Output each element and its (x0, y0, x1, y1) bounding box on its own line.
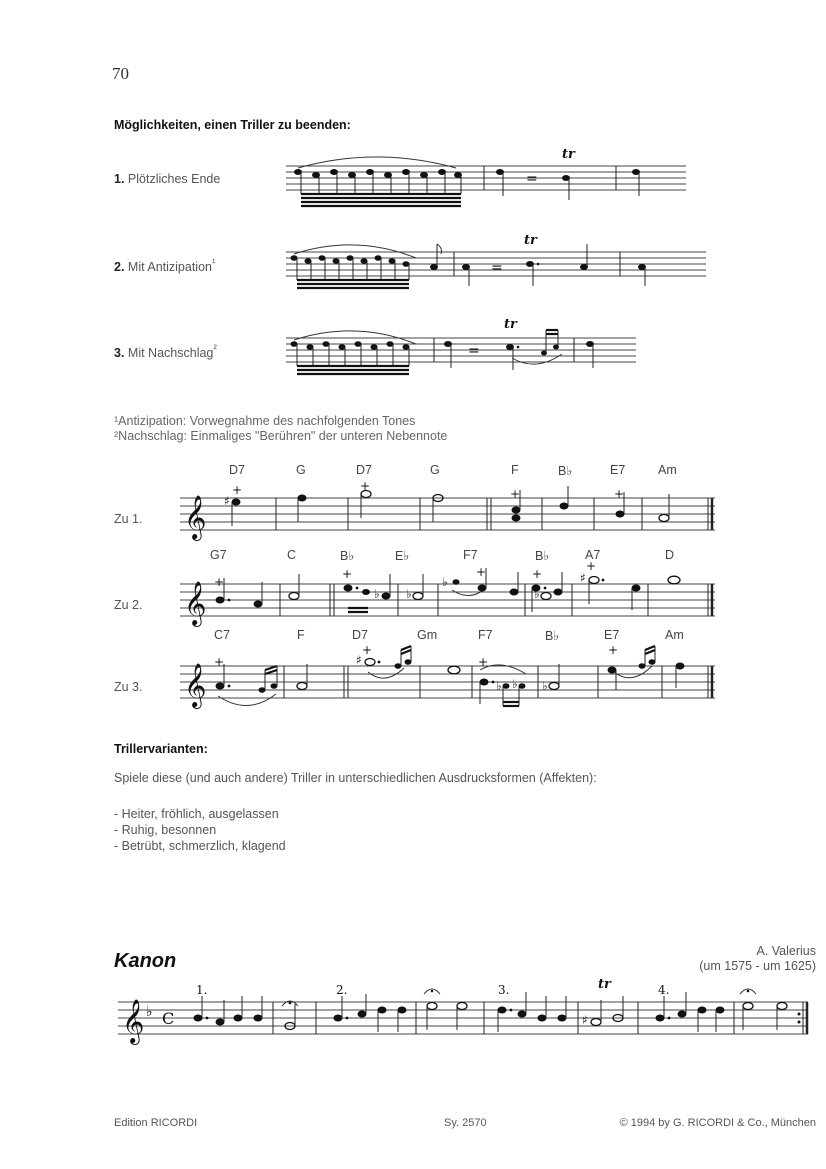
chord-symbol: C (287, 548, 297, 562)
treble-clef: 𝄞 (184, 495, 207, 539)
section-heading-trill-endings: Möglichkeiten, einen Triller zu beenden: (114, 118, 351, 132)
chord-symbol: F (297, 628, 305, 642)
example-number: 3. (114, 346, 125, 361)
example-text: Mit Nachschlag (127, 346, 214, 361)
chord-symbol: D7 (356, 463, 372, 477)
chord-symbol: G7 (210, 548, 227, 562)
chord-symbol: G (430, 463, 440, 477)
chord-symbol: D7 (229, 463, 245, 477)
svg-text:♭: ♭ (542, 679, 548, 693)
footer-copyright: © 1994 by G. RICORDI & Co., München (619, 1117, 816, 1129)
chord-symbol: F (511, 463, 519, 477)
time-signature: C (162, 1009, 175, 1028)
list-item: - Betrübt, schmerzlich, klagend (114, 839, 286, 853)
key-signature-flat: ♭ (146, 1004, 153, 1020)
footnotes (114, 414, 447, 444)
music-staff-example-3 (286, 317, 636, 382)
chord-symbol: E7 (604, 628, 620, 642)
chord-symbol: F7 (478, 628, 493, 642)
trill-mark: tr (598, 977, 611, 992)
composer-dates: (um 1575 - um 1625) (699, 959, 816, 973)
trill-mark: tr (524, 233, 537, 248)
svg-text:+: + (586, 559, 597, 573)
svg-text:+: + (608, 643, 619, 657)
music-staff-exercise-2 (180, 559, 715, 628)
chord-symbol: Am (658, 463, 677, 477)
page-number: 70 (112, 64, 129, 83)
staff-lines (286, 338, 636, 362)
svg-text:♯: ♯ (224, 494, 230, 508)
chord-symbol: B♭ (340, 549, 355, 563)
svg-text:♯: ♯ (580, 571, 586, 585)
example-text: Mit Antizipation (127, 260, 212, 275)
svg-text:+: + (342, 567, 353, 581)
chord-symbol: C7 (214, 628, 230, 642)
section-heading-trill-variants: Trillervarianten: (114, 742, 208, 756)
example-number: 1. (114, 172, 125, 186)
svg-text:+: + (478, 655, 489, 669)
equals-sign: = (468, 343, 480, 359)
music-staff-example-2 (286, 233, 706, 296)
svg-text:♭: ♭ (534, 587, 540, 601)
trill-mark: tr (562, 147, 575, 162)
chord-symbol: F7 (463, 548, 478, 562)
footnote-2: ²Nachschlag: Einmaliges "Berühren" der unteren Nebennote (114, 429, 448, 443)
staff-lines (286, 166, 686, 190)
svg-text:+: + (532, 567, 543, 581)
footnote-mark: ¹ (212, 258, 216, 269)
chord-symbol: B♭ (535, 549, 550, 563)
trill-notes (291, 255, 410, 288)
svg-text:+: + (476, 565, 487, 579)
canon-entry-2: 2. (336, 983, 348, 997)
chord-symbol: B♭ (545, 629, 560, 643)
staff-lines (118, 1002, 808, 1034)
equals-sign: = (491, 260, 503, 276)
example-label-3 (114, 344, 217, 360)
music-staff-kanon (118, 977, 808, 1052)
music-staff-exercise-3 (180, 643, 715, 720)
chord-symbol: B♭ (558, 464, 573, 478)
footnote-mark: ² (213, 344, 217, 355)
trill-notes (294, 169, 462, 206)
chord-symbol: E7 (610, 463, 626, 477)
kanon-title: Kanon (114, 950, 177, 972)
footnote-1: ¹Antizipation: Vorwegnahme des nachfolgenden Tones (114, 414, 416, 428)
music-staff-example-1 (286, 147, 686, 210)
svg-text:♯: ♯ (582, 1013, 588, 1027)
svg-text:+: + (614, 487, 625, 501)
kanon-composer (699, 944, 816, 974)
example-label-2 (114, 258, 215, 274)
list-item: - Heiter, fröhlich, ausgelassen (114, 807, 279, 821)
trill-cross: + (232, 483, 243, 497)
exercise-label: Zu 3. (114, 680, 143, 694)
example-text: Plötzliches Ende (127, 172, 221, 186)
svg-text:♯: ♯ (356, 653, 362, 667)
example-label-1 (114, 172, 220, 186)
staff-lines (180, 498, 715, 530)
footer-catalog-number: Sy. 2570 (444, 1117, 487, 1129)
trill-variants-list (114, 806, 286, 854)
example-number: 2. (114, 260, 125, 275)
svg-text:+: + (360, 479, 371, 493)
treble-clef: 𝄞 (184, 663, 207, 707)
svg-text:♭: ♭ (442, 575, 448, 589)
chord-symbol: G (296, 463, 306, 477)
trill-notes (291, 341, 410, 374)
exercise-label: Zu 2. (114, 598, 143, 612)
equals-sign: = (526, 171, 538, 187)
svg-text:♭: ♭ (512, 677, 518, 691)
chord-symbol: D (665, 548, 675, 562)
canon-entry-1: 1. (196, 983, 208, 997)
chord-symbol: Gm (417, 628, 438, 642)
trill-mark: tr (504, 317, 517, 332)
chord-symbol: A7 (585, 548, 601, 562)
svg-text:+: + (510, 487, 521, 501)
chord-symbol: D7 (352, 628, 368, 642)
svg-text:♭: ♭ (374, 587, 380, 601)
chord-symbol: E♭ (395, 549, 410, 563)
svg-text:+: + (214, 575, 225, 589)
svg-text:+: + (362, 643, 373, 657)
treble-clef: 𝄞 (122, 999, 145, 1043)
canon-entry-3: 3. (498, 983, 510, 997)
svg-text:♭: ♭ (406, 587, 412, 601)
exercise-label: Zu 1. (114, 512, 143, 526)
treble-clef: 𝄞 (184, 581, 207, 625)
svg-text:+: + (214, 655, 225, 669)
composer-name: A. Valerius (756, 944, 816, 958)
svg-text:♭: ♭ (496, 679, 502, 693)
music-staff-exercise-1 (180, 479, 715, 542)
list-item: - Ruhig, besonnen (114, 823, 217, 837)
chord-symbol: Am (665, 628, 684, 642)
trill-variants-intro: Spiele diese (und auch andere) Triller in unterschiedlichen Ausdrucksformen (Affekten): (114, 771, 597, 785)
footer-publisher: Edition RICORDI (114, 1117, 198, 1129)
canon-entry-4: 4. (658, 983, 670, 997)
